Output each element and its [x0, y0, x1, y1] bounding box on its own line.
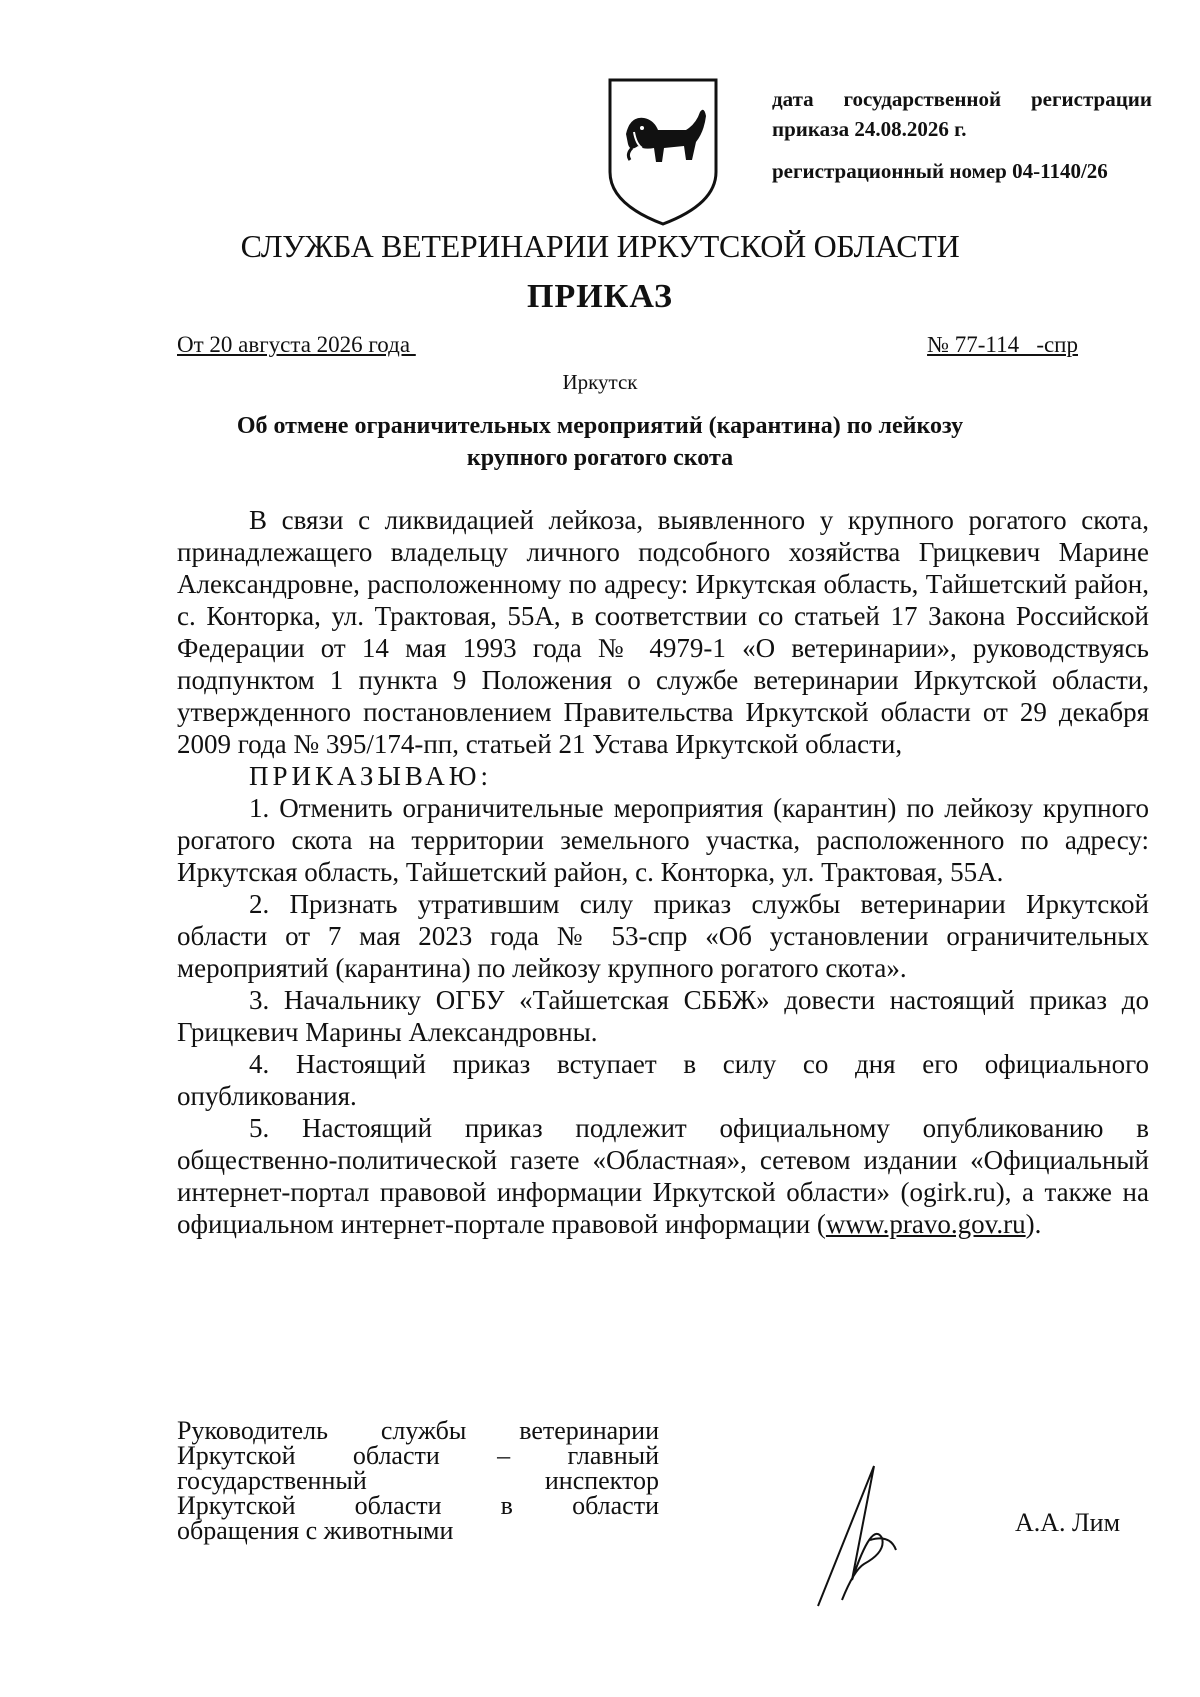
signatory-title-line: Руководитель службы ветеринарии — [177, 1416, 659, 1445]
pravo-gov-link[interactable]: www.pravo.gov.ru — [825, 1209, 1026, 1239]
order-date: От 20 августа 2026 года — [177, 332, 416, 357]
preamble-paragraph: В связи с ликвидацией лейкоза, выявленного у крупного рогатого скота, принадлежащего владельцу личного подсобного хозяйства Грицкевич Марине Александровне, расположенному по адресу: Иркутская область, Тайшетский район, с. Конторка, ул. Трактовая, 55А, в соответствии со статьей 17 Закона Российской Федерации от 14 мая 1993 года № 4979-1 «О ветеринарии», руководствуясь подпунктом 1 пункта 9 Положения о службе ветеринарии Иркутской области, утвержденного постановлением Правительства Иркутской области от 29 декабря 2009 года № 395/174-пп, статьей 21 Устава Иркутской области, — [177, 505, 1149, 759]
registration-word-2: государственной — [843, 87, 1002, 111]
order-item-5 — [177, 1112, 1149, 1240]
order-item: 3. Начальнику ОГБУ «Тайшетская СББЖ» довести настоящий приказ до Грицкевич Марины Александровны. — [177, 985, 1149, 1047]
document-type-title: ПРИКАЗ — [527, 278, 673, 315]
subject-line-1: Об отмене ограничительных мероприятий (карантина) по лейкозу — [236, 413, 964, 439]
registration-number: регистрационный номер 04-1140/26 — [772, 159, 1108, 183]
signatory-title-line: государственный инспектор — [177, 1466, 659, 1495]
signatory-title-line: Иркутской области в области — [177, 1491, 659, 1520]
signatory-title — [177, 1418, 659, 1543]
signer-name: А.А. Лим — [1015, 1508, 1121, 1537]
order-directive: ПРИКАЗЫВАЮ: — [249, 761, 492, 791]
irkutsk-coat-of-arms-icon — [604, 76, 722, 228]
subject-line-2: крупного рогатого скота — [466, 445, 734, 471]
order-subject — [160, 410, 1040, 474]
order-item: 1. Отменить ограничительные мероприятия (карантин) по лейкозу крупного рогатого скота на территории земельного участка, расположенного по адресу: Иркутская область, Тайшетский район, с. Конторка, ул. Трактовая, 55А. — [177, 793, 1149, 887]
handwritten-signature — [812, 1460, 912, 1610]
city: Иркутск — [562, 370, 638, 394]
registration-word-1: дата — [772, 87, 814, 111]
order-item-5-text: 5. Настоящий приказ подлежит официальному опубликованию в общественно-политической газете «Областная», сетевом издании «Официальный интернет-портал правовой информации Иркутской области» (ogirk.ru), а также на официальном интернет-портале правовой информации ( — [177, 1113, 1149, 1239]
signatory-title-line: Иркутской области – главный — [177, 1441, 659, 1470]
registration-date: приказа 24.08.2026 г. — [772, 117, 967, 141]
registration-info — [772, 84, 1152, 186]
order-items — [177, 792, 1149, 1240]
order-item-5-end: ). — [1025, 1209, 1042, 1239]
signatory-title-line: обращения с животными — [177, 1516, 454, 1545]
order-body — [177, 504, 1149, 1240]
order-item: 2. Признать утратившим силу приказ службы ветеринарии Иркутской области от 7 мая 2023 года № 53-спр «Об установлении ограничительных мероприятий (карантина) по лейкозу крупного рогатого скота». — [177, 889, 1149, 983]
registration-word-3: регистрации — [1030, 87, 1152, 111]
order-item: 4. Настоящий приказ вступает в силу со дня его официального опубликования. — [177, 1049, 1149, 1111]
order-number: № 77-114 -спр — [927, 332, 1078, 357]
organization-name: СЛУЖБА ВЕТЕРИНАРИИ ИРКУТСКОЙ ОБЛАСТИ — [240, 228, 960, 264]
registration-line-1 — [772, 84, 1152, 114]
